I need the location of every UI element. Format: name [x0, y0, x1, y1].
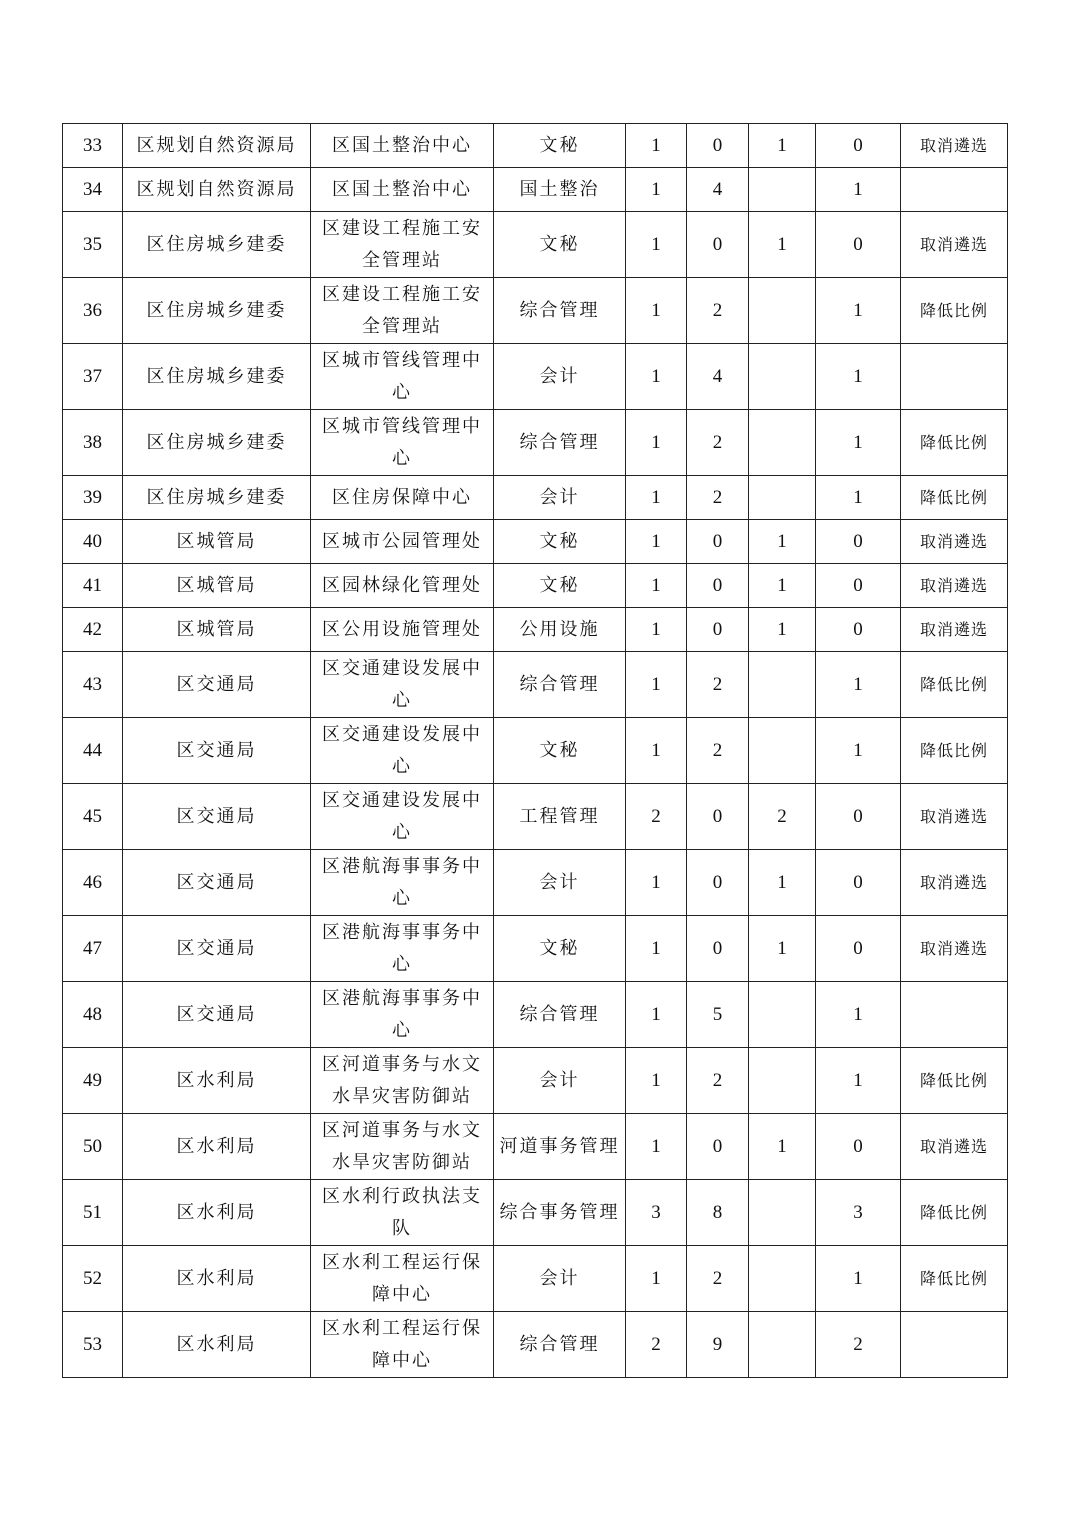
- note-cell: 降低比例: [901, 410, 1008, 476]
- cancelled-count-cell: 1: [749, 124, 816, 168]
- department-cell: 区水利局: [123, 1180, 311, 1246]
- note-cell: 取消遴选: [901, 916, 1008, 982]
- applicant-count-cell: 0: [687, 564, 749, 608]
- adjusted-count-cell: 1: [816, 1246, 901, 1312]
- plan-count-cell: 1: [626, 1048, 687, 1114]
- post-cell: 综合管理: [494, 652, 626, 718]
- cancelled-count-cell: [749, 168, 816, 212]
- row-number: 43: [63, 652, 123, 718]
- applicant-count-cell: 0: [687, 850, 749, 916]
- adjusted-count-cell: 1: [816, 344, 901, 410]
- row-number: 47: [63, 916, 123, 982]
- note-cell: 降低比例: [901, 1048, 1008, 1114]
- table-row: [63, 410, 1008, 476]
- plan-count-cell: 1: [626, 168, 687, 212]
- department-cell: 区住房城乡建委: [123, 278, 311, 344]
- applicant-count-cell: 5: [687, 982, 749, 1048]
- post-cell: 会计: [494, 1048, 626, 1114]
- plan-count-cell: 1: [626, 520, 687, 564]
- post-cell: 工程管理: [494, 784, 626, 850]
- cancelled-count-cell: [749, 718, 816, 784]
- row-number: 35: [63, 212, 123, 278]
- adjusted-count-cell: 1: [816, 476, 901, 520]
- unit-cell: 区住房保障中心: [311, 476, 494, 520]
- applicant-count-cell: 2: [687, 718, 749, 784]
- note-cell: 取消遴选: [901, 608, 1008, 652]
- unit-cell: 区交通建设发展中心: [311, 784, 494, 850]
- department-cell: 区水利局: [123, 1048, 311, 1114]
- cancelled-count-cell: [749, 1246, 816, 1312]
- row-number: 41: [63, 564, 123, 608]
- applicant-count-cell: 9: [687, 1312, 749, 1378]
- adjusted-count-cell: 1: [816, 410, 901, 476]
- row-number: 34: [63, 168, 123, 212]
- unit-cell: 区公用设施管理处: [311, 608, 494, 652]
- post-cell: 河道事务管理: [494, 1114, 626, 1180]
- applicant-count-cell: 0: [687, 608, 749, 652]
- department-cell: 区城管局: [123, 520, 311, 564]
- applicant-count-cell: 4: [687, 344, 749, 410]
- plan-count-cell: 1: [626, 476, 687, 520]
- cancelled-count-cell: 1: [749, 850, 816, 916]
- note-cell: 降低比例: [901, 1180, 1008, 1246]
- note-cell: 取消遴选: [901, 850, 1008, 916]
- row-number: 49: [63, 1048, 123, 1114]
- department-cell: 区规划自然资源局: [123, 124, 311, 168]
- table-row: [63, 982, 1008, 1048]
- table-row: [63, 784, 1008, 850]
- adjusted-count-cell: 1: [816, 982, 901, 1048]
- note-cell: [901, 1312, 1008, 1378]
- plan-count-cell: 1: [626, 652, 687, 718]
- applicant-count-cell: 0: [687, 784, 749, 850]
- adjusted-count-cell: 0: [816, 520, 901, 564]
- note-cell: [901, 168, 1008, 212]
- row-number: 40: [63, 520, 123, 564]
- post-cell: 会计: [494, 1246, 626, 1312]
- unit-cell: 区城市管线管理中心: [311, 344, 494, 410]
- plan-count-cell: 1: [626, 1114, 687, 1180]
- post-cell: 国土整治: [494, 168, 626, 212]
- adjusted-count-cell: 2: [816, 1312, 901, 1378]
- note-cell: 取消遴选: [901, 124, 1008, 168]
- unit-cell: 区河道事务与水文水旱灾害防御站: [311, 1114, 494, 1180]
- post-cell: 会计: [494, 344, 626, 410]
- plan-count-cell: 2: [626, 1312, 687, 1378]
- table-row: [63, 124, 1008, 168]
- table-row: [63, 344, 1008, 410]
- table-row: [63, 1312, 1008, 1378]
- post-cell: 综合管理: [494, 1312, 626, 1378]
- cancelled-count-cell: 1: [749, 916, 816, 982]
- cancelled-count-cell: 1: [749, 608, 816, 652]
- applicant-count-cell: 2: [687, 1246, 749, 1312]
- unit-cell: 区交通建设发展中心: [311, 652, 494, 718]
- applicant-count-cell: 2: [687, 410, 749, 476]
- table-row: [63, 718, 1008, 784]
- table-row: [63, 168, 1008, 212]
- department-cell: 区城管局: [123, 564, 311, 608]
- positions-table: [62, 123, 1008, 1378]
- applicant-count-cell: 2: [687, 652, 749, 718]
- table-body: [63, 124, 1008, 1378]
- adjusted-count-cell: 0: [816, 850, 901, 916]
- cancelled-count-cell: 1: [749, 520, 816, 564]
- department-cell: 区住房城乡建委: [123, 212, 311, 278]
- note-cell: 降低比例: [901, 278, 1008, 344]
- table-row: [63, 1114, 1008, 1180]
- row-number: 50: [63, 1114, 123, 1180]
- adjusted-count-cell: 1: [816, 278, 901, 344]
- post-cell: 综合管理: [494, 410, 626, 476]
- plan-count-cell: 1: [626, 608, 687, 652]
- plan-count-cell: 1: [626, 124, 687, 168]
- adjusted-count-cell: 1: [816, 652, 901, 718]
- unit-cell: 区水利行政执法支队: [311, 1180, 494, 1246]
- post-cell: 综合管理: [494, 982, 626, 1048]
- department-cell: 区城管局: [123, 608, 311, 652]
- note-cell: 取消遴选: [901, 1114, 1008, 1180]
- cancelled-count-cell: [749, 410, 816, 476]
- plan-count-cell: 1: [626, 278, 687, 344]
- adjusted-count-cell: 1: [816, 1048, 901, 1114]
- post-cell: 综合事务管理: [494, 1180, 626, 1246]
- post-cell: 文秘: [494, 564, 626, 608]
- cancelled-count-cell: [749, 278, 816, 344]
- unit-cell: 区国土整治中心: [311, 168, 494, 212]
- unit-cell: 区交通建设发展中心: [311, 718, 494, 784]
- table-row: [63, 916, 1008, 982]
- note-cell: 取消遴选: [901, 212, 1008, 278]
- department-cell: 区交通局: [123, 916, 311, 982]
- cancelled-count-cell: [749, 1180, 816, 1246]
- table-row: [63, 564, 1008, 608]
- cancelled-count-cell: [749, 344, 816, 410]
- note-cell: 取消遴选: [901, 784, 1008, 850]
- cancelled-count-cell: 2: [749, 784, 816, 850]
- department-cell: 区住房城乡建委: [123, 344, 311, 410]
- applicant-count-cell: 0: [687, 212, 749, 278]
- unit-cell: 区港航海事事务中心: [311, 916, 494, 982]
- table-row: [63, 476, 1008, 520]
- unit-cell: 区城市管线管理中心: [311, 410, 494, 476]
- applicant-count-cell: 2: [687, 476, 749, 520]
- applicant-count-cell: 4: [687, 168, 749, 212]
- department-cell: 区住房城乡建委: [123, 410, 311, 476]
- applicant-count-cell: 0: [687, 520, 749, 564]
- row-number: 38: [63, 410, 123, 476]
- table-row: [63, 1246, 1008, 1312]
- cancelled-count-cell: 1: [749, 564, 816, 608]
- unit-cell: 区水利工程运行保障中心: [311, 1246, 494, 1312]
- cancelled-count-cell: [749, 476, 816, 520]
- row-number: 45: [63, 784, 123, 850]
- table-row: [63, 1048, 1008, 1114]
- table-row: [63, 608, 1008, 652]
- cancelled-count-cell: 1: [749, 1114, 816, 1180]
- unit-cell: 区建设工程施工安全管理站: [311, 212, 494, 278]
- plan-count-cell: 1: [626, 718, 687, 784]
- plan-count-cell: 1: [626, 1246, 687, 1312]
- post-cell: 文秘: [494, 718, 626, 784]
- row-number: 51: [63, 1180, 123, 1246]
- applicant-count-cell: 0: [687, 916, 749, 982]
- post-cell: 会计: [494, 850, 626, 916]
- table-row: [63, 520, 1008, 564]
- cancelled-count-cell: [749, 1312, 816, 1378]
- adjusted-count-cell: 0: [816, 784, 901, 850]
- plan-count-cell: 3: [626, 1180, 687, 1246]
- table-row: [63, 278, 1008, 344]
- cancelled-count-cell: [749, 982, 816, 1048]
- note-cell: [901, 982, 1008, 1048]
- row-number: 48: [63, 982, 123, 1048]
- department-cell: 区水利局: [123, 1114, 311, 1180]
- unit-cell: 区城市公园管理处: [311, 520, 494, 564]
- adjusted-count-cell: 0: [816, 212, 901, 278]
- plan-count-cell: 1: [626, 212, 687, 278]
- table-row: [63, 652, 1008, 718]
- unit-cell: 区港航海事事务中心: [311, 982, 494, 1048]
- applicant-count-cell: 2: [687, 278, 749, 344]
- row-number: 53: [63, 1312, 123, 1378]
- post-cell: 文秘: [494, 212, 626, 278]
- adjusted-count-cell: 0: [816, 1114, 901, 1180]
- applicant-count-cell: 8: [687, 1180, 749, 1246]
- adjusted-count-cell: 0: [816, 916, 901, 982]
- plan-count-cell: 1: [626, 344, 687, 410]
- adjusted-count-cell: 0: [816, 564, 901, 608]
- post-cell: 综合管理: [494, 278, 626, 344]
- department-cell: 区交通局: [123, 718, 311, 784]
- unit-cell: 区港航海事事务中心: [311, 850, 494, 916]
- adjusted-count-cell: 0: [816, 124, 901, 168]
- post-cell: 文秘: [494, 520, 626, 564]
- plan-count-cell: 1: [626, 850, 687, 916]
- post-cell: 公用设施: [494, 608, 626, 652]
- table-row: [63, 212, 1008, 278]
- plan-count-cell: 1: [626, 410, 687, 476]
- unit-cell: 区国土整治中心: [311, 124, 494, 168]
- row-number: 39: [63, 476, 123, 520]
- unit-cell: 区园林绿化管理处: [311, 564, 494, 608]
- department-cell: 区住房城乡建委: [123, 476, 311, 520]
- department-cell: 区交通局: [123, 850, 311, 916]
- note-cell: 降低比例: [901, 1246, 1008, 1312]
- adjusted-count-cell: 3: [816, 1180, 901, 1246]
- department-cell: 区规划自然资源局: [123, 168, 311, 212]
- department-cell: 区交通局: [123, 982, 311, 1048]
- note-cell: 取消遴选: [901, 564, 1008, 608]
- post-cell: 文秘: [494, 916, 626, 982]
- row-number: 52: [63, 1246, 123, 1312]
- department-cell: 区交通局: [123, 652, 311, 718]
- department-cell: 区水利局: [123, 1312, 311, 1378]
- plan-count-cell: 1: [626, 916, 687, 982]
- note-cell: [901, 344, 1008, 410]
- note-cell: 取消遴选: [901, 520, 1008, 564]
- applicant-count-cell: 2: [687, 1048, 749, 1114]
- department-cell: 区交通局: [123, 784, 311, 850]
- post-cell: 会计: [494, 476, 626, 520]
- unit-cell: 区水利工程运行保障中心: [311, 1312, 494, 1378]
- row-number: 42: [63, 608, 123, 652]
- note-cell: 降低比例: [901, 652, 1008, 718]
- plan-count-cell: 1: [626, 564, 687, 608]
- cancelled-count-cell: [749, 652, 816, 718]
- row-number: 37: [63, 344, 123, 410]
- table-row: [63, 850, 1008, 916]
- row-number: 44: [63, 718, 123, 784]
- adjusted-count-cell: 1: [816, 718, 901, 784]
- post-cell: 文秘: [494, 124, 626, 168]
- unit-cell: 区河道事务与水文水旱灾害防御站: [311, 1048, 494, 1114]
- plan-count-cell: 2: [626, 784, 687, 850]
- plan-count-cell: 1: [626, 982, 687, 1048]
- cancelled-count-cell: [749, 1048, 816, 1114]
- note-cell: 降低比例: [901, 476, 1008, 520]
- applicant-count-cell: 0: [687, 1114, 749, 1180]
- department-cell: 区水利局: [123, 1246, 311, 1312]
- note-cell: 降低比例: [901, 718, 1008, 784]
- adjusted-count-cell: 0: [816, 608, 901, 652]
- table-row: [63, 1180, 1008, 1246]
- row-number: 46: [63, 850, 123, 916]
- row-number: 36: [63, 278, 123, 344]
- adjusted-count-cell: 1: [816, 168, 901, 212]
- applicant-count-cell: 0: [687, 124, 749, 168]
- unit-cell: 区建设工程施工安全管理站: [311, 278, 494, 344]
- cancelled-count-cell: 1: [749, 212, 816, 278]
- row-number: 33: [63, 124, 123, 168]
